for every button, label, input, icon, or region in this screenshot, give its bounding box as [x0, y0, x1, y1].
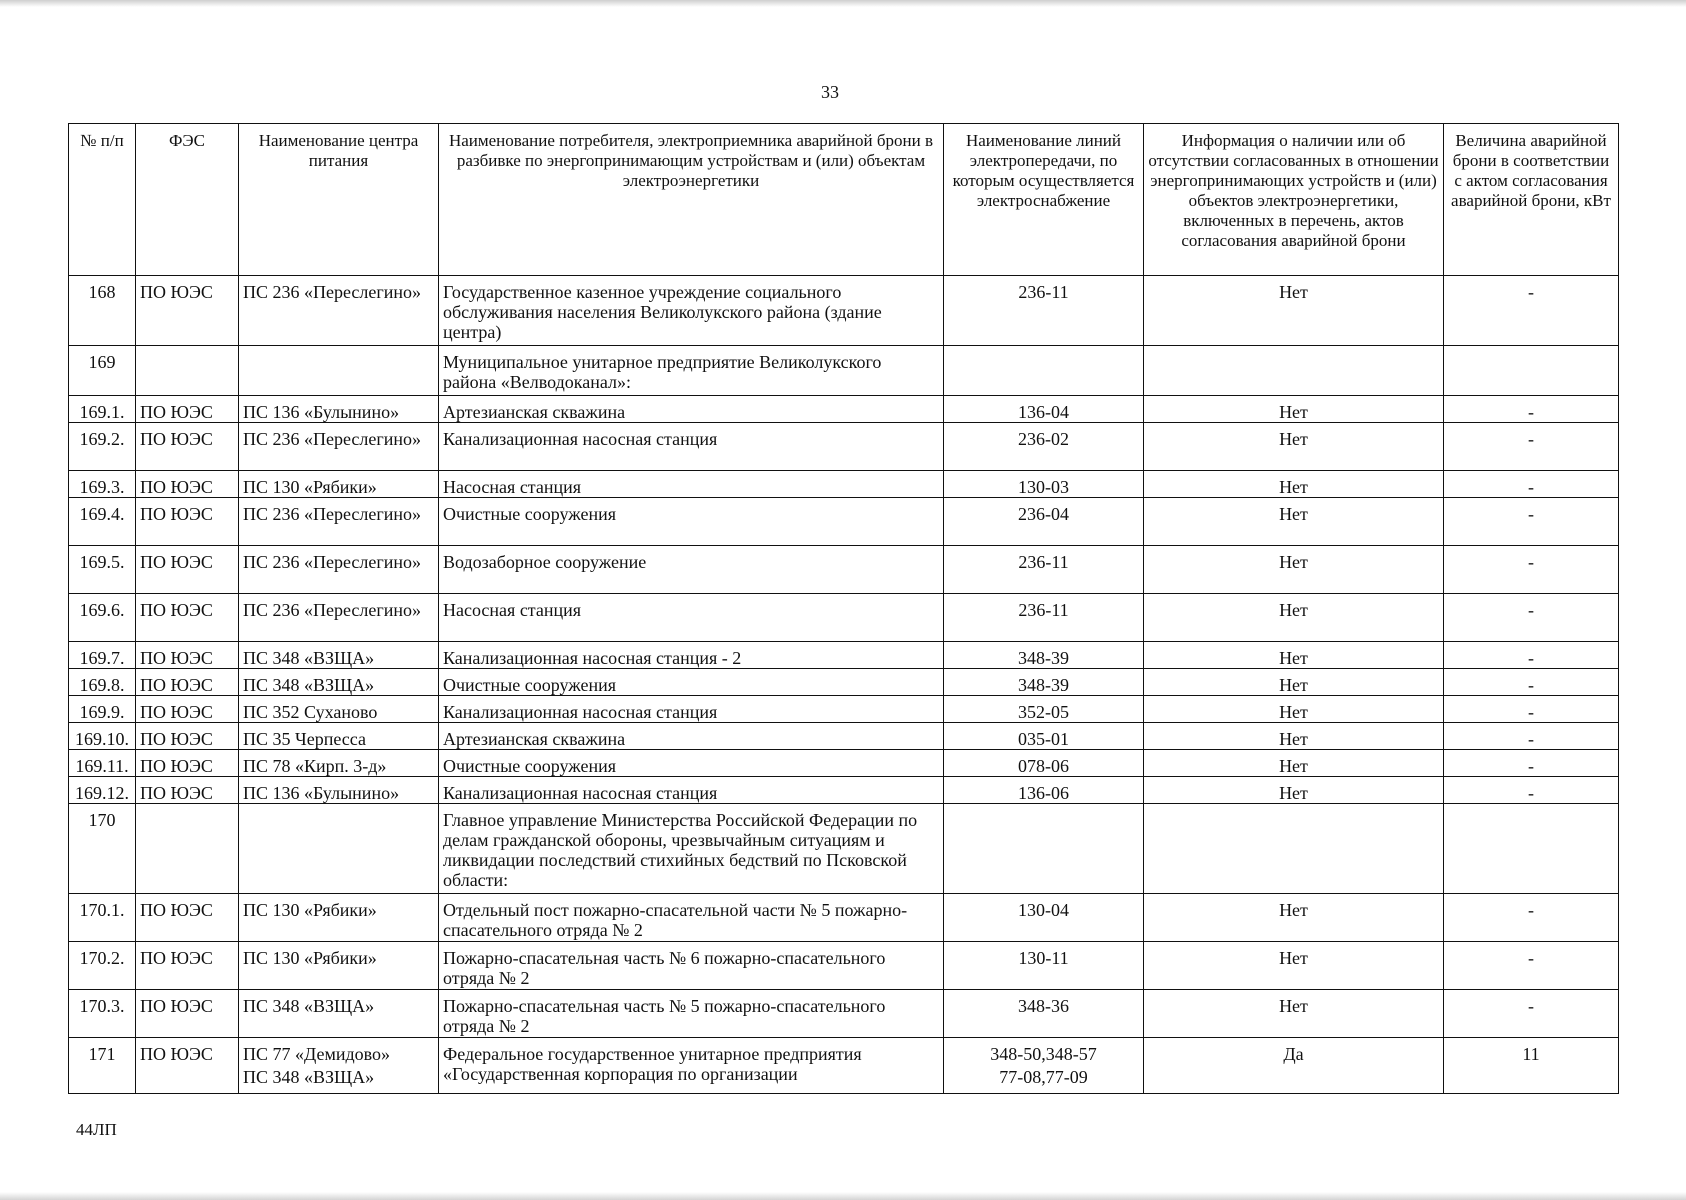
- row-reserve-value: [1444, 346, 1619, 396]
- row-number: 169.11.: [69, 750, 136, 777]
- row-fes: ПО ЮЭС: [136, 594, 239, 642]
- row-power-center: [239, 804, 439, 894]
- table-row: [69, 594, 1619, 642]
- table-row: [69, 1038, 1619, 1094]
- row-fes: ПО ЮЭС: [136, 723, 239, 750]
- row-power-line: 236-11: [944, 594, 1144, 642]
- row-number: 169.9.: [69, 696, 136, 723]
- table-row: [69, 942, 1619, 990]
- row-consumer: Канализационная насосная станция: [439, 777, 944, 804]
- row-reserve-value: -: [1444, 498, 1619, 546]
- table-row: [69, 804, 1619, 894]
- row-power-line: 236-04: [944, 498, 1144, 546]
- scan-edge-top: [0, 0, 1686, 7]
- table-row: [69, 471, 1619, 498]
- table-row: [69, 669, 1619, 696]
- row-number: 169.1.: [69, 396, 136, 423]
- row-agreement-info: Нет: [1144, 471, 1444, 498]
- row-power-center-line: ПС 348 «ВЗЩА»: [243, 1067, 375, 1087]
- row-fes: ПО ЮЭС: [136, 990, 239, 1038]
- table-header-row: [69, 124, 1619, 276]
- row-consumer: Канализационная насосная станция: [439, 423, 944, 471]
- row-power-center: ПС 136 «Булынино»: [239, 396, 439, 423]
- header-number: № п/п: [69, 124, 136, 276]
- row-power-line: 136-06: [944, 777, 1144, 804]
- row-power-center: [239, 346, 439, 396]
- row-fes: ПО ЮЭС: [136, 642, 239, 669]
- row-power-line: 348-36: [944, 990, 1144, 1038]
- row-fes: ПО ЮЭС: [136, 546, 239, 594]
- row-fes: [136, 346, 239, 396]
- row-number: 169.8.: [69, 669, 136, 696]
- row-number: 169.12.: [69, 777, 136, 804]
- row-reserve-value: -: [1444, 777, 1619, 804]
- row-power-center: ПС 348 «ВЗЩА»: [239, 642, 439, 669]
- row-power-line: 136-04: [944, 396, 1144, 423]
- table-row: [69, 498, 1619, 546]
- row-consumer: Пожарно-спасательная часть № 6 пожарно-спасательного отряда № 2: [439, 942, 944, 990]
- row-number: 169.2.: [69, 423, 136, 471]
- page-number: 33: [821, 82, 839, 102]
- row-consumer: Очистные сооружения: [439, 669, 944, 696]
- row-power-line-line: 348-50,348-57: [990, 1044, 1097, 1064]
- row-number: 170.3.: [69, 990, 136, 1038]
- row-fes: ПО ЮЭС: [136, 1038, 239, 1094]
- row-fes: ПО ЮЭС: [136, 471, 239, 498]
- row-consumer: Очистные сооружения: [439, 750, 944, 777]
- row-power-center: ПС 236 «Переслегино»: [239, 546, 439, 594]
- row-agreement-info: Нет: [1144, 642, 1444, 669]
- row-agreement-info: Нет: [1144, 423, 1444, 471]
- row-consumer: Пожарно-спасательная часть № 5 пожарно-спасательного отряда № 2: [439, 990, 944, 1038]
- row-power-center: ПС 236 «Переслегино»: [239, 423, 439, 471]
- row-agreement-info: Нет: [1144, 942, 1444, 990]
- row-fes: ПО ЮЭС: [136, 777, 239, 804]
- row-consumer: Главное управление Министерства Российской Федерации по делам гражданской обороны, чрезвычайным ситуациям и ликвидации последствий стихийных бедствий по Псковской области:: [439, 804, 944, 894]
- row-power-line: 348-39: [944, 669, 1144, 696]
- row-power-line: 130-03: [944, 471, 1144, 498]
- row-agreement-info: Нет: [1144, 594, 1444, 642]
- row-power-line: 348-39: [944, 642, 1144, 669]
- row-consumer: Артезианская скважина: [439, 396, 944, 423]
- row-reserve-value: -: [1444, 396, 1619, 423]
- row-fes: ПО ЮЭС: [136, 696, 239, 723]
- row-agreement-info: Нет: [1144, 723, 1444, 750]
- table-row: [69, 990, 1619, 1038]
- row-number: 168: [69, 276, 136, 346]
- row-power-center: ПС 78 «Кирп. 3-д»: [239, 750, 439, 777]
- row-number: 171: [69, 1038, 136, 1094]
- row-fes: ПО ЮЭС: [136, 894, 239, 942]
- row-fes: ПО ЮЭС: [136, 423, 239, 471]
- table-row: [69, 546, 1619, 594]
- row-consumer: Канализационная насосная станция: [439, 696, 944, 723]
- row-consumer: Муниципальное унитарное предприятие Великолукского района «Велводоканал»:: [439, 346, 944, 396]
- row-power-center: ПС 130 «Рябики»: [239, 471, 439, 498]
- row-power-line: 352-05: [944, 696, 1144, 723]
- row-number: 169.6.: [69, 594, 136, 642]
- row-power-center: ПС 130 «Рябики»: [239, 942, 439, 990]
- row-reserve-value: [1444, 804, 1619, 894]
- row-power-line: 236-11: [944, 546, 1144, 594]
- row-reserve-value: -: [1444, 471, 1619, 498]
- row-power-center-line: ПС 77 «Демидово»: [243, 1044, 391, 1064]
- row-agreement-info: Да: [1144, 1038, 1444, 1094]
- row-consumer: Отдельный пост пожарно-спасательной части № 5 пожарно-спасательного отряда № 2: [439, 894, 944, 942]
- row-reserve-value: -: [1444, 669, 1619, 696]
- scan-edge-bottom: [0, 1192, 1686, 1200]
- header-power-center: Наименование центра питания: [239, 124, 439, 276]
- row-reserve-value: -: [1444, 942, 1619, 990]
- row-power-center: ПС 35 Черпесса: [239, 723, 439, 750]
- row-consumer: Артезианская скважина: [439, 723, 944, 750]
- row-agreement-info: [1144, 804, 1444, 894]
- row-number: 170.2.: [69, 942, 136, 990]
- emergency-reserve-table: [68, 123, 1619, 1094]
- row-consumer: Водозаборное сооружение: [439, 546, 944, 594]
- table-row: [69, 723, 1619, 750]
- row-consumer: Канализационная насосная станция - 2: [439, 642, 944, 669]
- row-agreement-info: Нет: [1144, 750, 1444, 777]
- row-number: 170: [69, 804, 136, 894]
- table-row: [69, 777, 1619, 804]
- row-number: 169.10.: [69, 723, 136, 750]
- row-power-center: ПС 348 «ВЗЩА»: [239, 990, 439, 1038]
- row-power-center: ПС 348 «ВЗЩА»: [239, 669, 439, 696]
- row-reserve-value: -: [1444, 723, 1619, 750]
- row-reserve-value: -: [1444, 894, 1619, 942]
- row-consumer: Очистные сооружения: [439, 498, 944, 546]
- table-row: [69, 750, 1619, 777]
- row-power-line: [944, 1038, 1144, 1094]
- row-fes: ПО ЮЭС: [136, 942, 239, 990]
- row-consumer: Насосная станция: [439, 594, 944, 642]
- row-reserve-value: -: [1444, 546, 1619, 594]
- row-power-line: [944, 346, 1144, 396]
- row-reserve-value: 11: [1444, 1038, 1619, 1094]
- header-reserve-value: Величина аварийной брони в соответствии с актом согласования аварийной брони, кВт: [1444, 124, 1619, 276]
- row-agreement-info: Нет: [1144, 498, 1444, 546]
- row-agreement-info: Нет: [1144, 696, 1444, 723]
- row-power-line: [944, 804, 1144, 894]
- row-power-line: 078-06: [944, 750, 1144, 777]
- row-reserve-value: -: [1444, 594, 1619, 642]
- row-power-center: ПС 130 «Рябики»: [239, 894, 439, 942]
- row-power-center: ПС 236 «Переслегино»: [239, 594, 439, 642]
- row-power-line: 130-11: [944, 942, 1144, 990]
- table-row: [69, 276, 1619, 346]
- row-fes: ПО ЮЭС: [136, 276, 239, 346]
- row-fes: [136, 804, 239, 894]
- row-reserve-value: -: [1444, 276, 1619, 346]
- document-code: 44ЛП: [76, 1120, 117, 1139]
- row-number: 169.3.: [69, 471, 136, 498]
- header-power-line: Наименование линий электропередачи, по которым осуществляется электроснабжение: [944, 124, 1144, 276]
- row-reserve-value: -: [1444, 750, 1619, 777]
- row-agreement-info: Нет: [1144, 396, 1444, 423]
- table-row: [69, 423, 1619, 471]
- table-row: [69, 346, 1619, 396]
- table-body: [69, 276, 1619, 1094]
- row-reserve-value: -: [1444, 696, 1619, 723]
- row-power-center: ПС 136 «Булынино»: [239, 777, 439, 804]
- header-agreement-info: Информация о наличии или об отсутствии согласованных в отношении энергопринимающих устройств и (или) объектов электроэнергетики, включенных в перечень, актов согласования аварийной брони: [1144, 124, 1444, 276]
- row-agreement-info: Нет: [1144, 990, 1444, 1038]
- row-fes: ПО ЮЭС: [136, 750, 239, 777]
- row-reserve-value: -: [1444, 642, 1619, 669]
- row-power-line: 236-02: [944, 423, 1144, 471]
- row-power-line: 035-01: [944, 723, 1144, 750]
- row-consumer: Насосная станция: [439, 471, 944, 498]
- row-power-center: ПС 236 «Переслегино»: [239, 498, 439, 546]
- row-agreement-info: Нет: [1144, 276, 1444, 346]
- row-power-line: 130-04: [944, 894, 1144, 942]
- row-power-center: ПС 352 Суханово: [239, 696, 439, 723]
- row-fes: ПО ЮЭС: [136, 498, 239, 546]
- header-consumer: Наименование потребителя, электроприемника аварийной брони в разбивке по энергопринимающим устройствам и (или) объектам электроэнергетики: [439, 124, 944, 276]
- row-number: 169: [69, 346, 136, 396]
- row-agreement-info: Нет: [1144, 777, 1444, 804]
- table-row: [69, 396, 1619, 423]
- row-power-center: ПС 236 «Переслегино»: [239, 276, 439, 346]
- row-number: 170.1.: [69, 894, 136, 942]
- row-reserve-value: -: [1444, 423, 1619, 471]
- row-consumer: Государственное казенное учреждение социального обслуживания населения Великолукского района (здание центра): [439, 276, 944, 346]
- row-agreement-info: Нет: [1144, 669, 1444, 696]
- row-agreement-info: [1144, 346, 1444, 396]
- row-fes: ПО ЮЭС: [136, 396, 239, 423]
- row-number: 169.7.: [69, 642, 136, 669]
- row-fes: ПО ЮЭС: [136, 669, 239, 696]
- row-power-center: [239, 1038, 439, 1094]
- row-number: 169.5.: [69, 546, 136, 594]
- row-agreement-info: Нет: [1144, 894, 1444, 942]
- table-row: [69, 894, 1619, 942]
- row-power-line-line: 77-08,77-09: [999, 1067, 1088, 1087]
- header-fes: ФЭС: [136, 124, 239, 276]
- row-number: 169.4.: [69, 498, 136, 546]
- table-row: [69, 696, 1619, 723]
- table-row: [69, 642, 1619, 669]
- row-reserve-value: -: [1444, 990, 1619, 1038]
- row-consumer: Федеральное государственное унитарное предприятия «Государственная корпорация по организации: [439, 1038, 944, 1094]
- row-power-line: 236-11: [944, 276, 1144, 346]
- row-agreement-info: Нет: [1144, 546, 1444, 594]
